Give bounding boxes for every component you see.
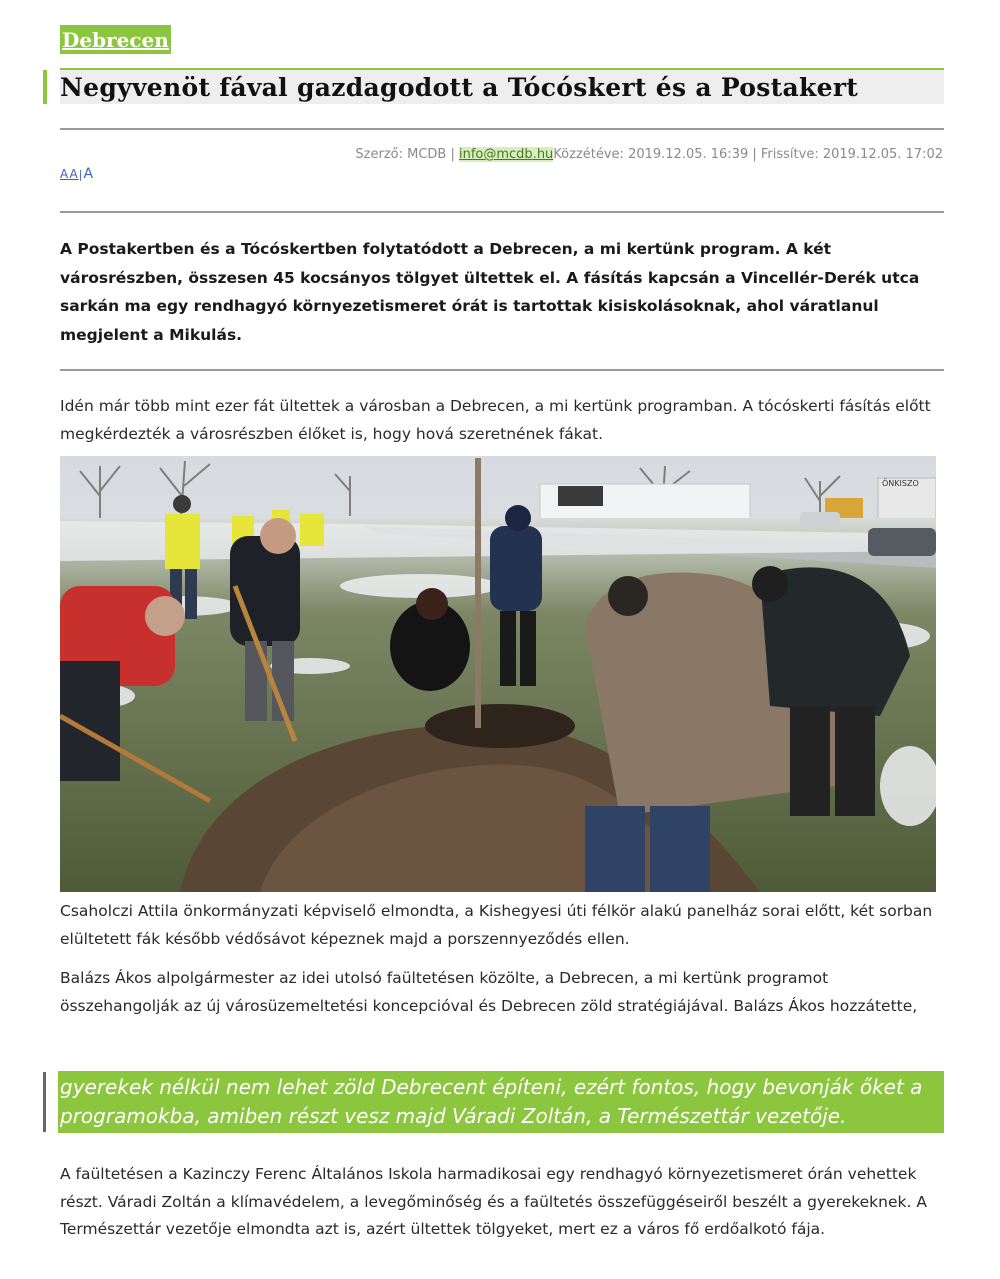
font-reset-button[interactable]: A (69, 167, 79, 181)
paragraph-1: Idén már több mint ezer fát ültettek a városban a Debrecen, a mi kertünk programban. A tócóskerti fásítás előtt megkérdezték a városrészben élőket is, hogy hová szeretnének fákat. (60, 397, 931, 443)
author: Szerző: MCDB | (355, 147, 459, 162)
paragraph-2: Csaholczi Attila önkormányzati képviselő elmondta, a Kishegyesi úti félkör alakú panelház sorai előtt, két sorban elültetett fák később védősávot képeznek majd a porszennyeződés ellen. (60, 902, 933, 948)
article-title: Negyvenöt fával gazdagodott a Tócóskert és a Postakert (60, 70, 944, 104)
category-link[interactable]: Debrecen (60, 25, 171, 54)
font-size-separator: | (78, 168, 84, 181)
pull-quote: gyerekek nélkül nem lehet zöld Debrecent építeni, ezért fontos, hogy bevonják őket a programokba, amiben részt vesz majd Váradi Zoltán, a Természettár vezetője. (58, 1071, 944, 1133)
divider (60, 128, 944, 130)
divider (60, 369, 944, 371)
paragraph-4: A faültetésen a Kazinczy Ferenc Általános Iskola harmadikosai egy rendhagyó környezetismeret órán vehettek részt. Váradi Zoltán a klímavédelem, a levegőminőség és a faültetés összefüggéseiről beszélt a gyerekeknek. A Természettár vezetője elmondta azt is, azért ültettek tölgyeket, mert ez a város fő erdőalkotó fája. (60, 1165, 927, 1238)
updated-date: Frissítve: 2019.12.05. 17:02 (760, 147, 943, 162)
font-size-controls (60, 166, 94, 182)
meta-separator: | (748, 147, 761, 162)
published-date: Közzétéve: 2019.12.05. 16:39 (553, 147, 749, 162)
quote-bar (43, 1072, 46, 1132)
article-meta (355, 147, 943, 162)
divider (60, 211, 944, 213)
author-email-link[interactable]: info@mcdb.hu (458, 147, 554, 162)
font-decrease-button[interactable]: A (60, 167, 70, 181)
sign-text: ÖNKISZO (882, 479, 919, 488)
article-photo (60, 456, 936, 892)
paragraph-3: Balázs Ákos alpolgármester az idei utolsó faültetésen közölte, a Debrecen, a mi kertünk programot összehangolják az új városüzemeltetési koncepcióval és Debrecen zöld stratégiájával. Balázs Ákos hozzátette, (60, 969, 918, 1015)
tree-planting-photo (60, 456, 936, 892)
font-increase-button[interactable]: A (83, 166, 95, 182)
article-lead: A Postakertben és a Tócóskertben folytatódott a Debrecen, a mi kertünk program. A két városrészben, összesen 45 kocsányos tölgyet ültettek el. A fásítás kapcsán a Vincellér-Derék utca sarkán ma egy rendhagyó környezetismeret órát is tartottak kisiskolásoknak, ahol váratlanul megjelent a Mikulás. (60, 240, 920, 344)
title-accent-bar (43, 70, 47, 104)
